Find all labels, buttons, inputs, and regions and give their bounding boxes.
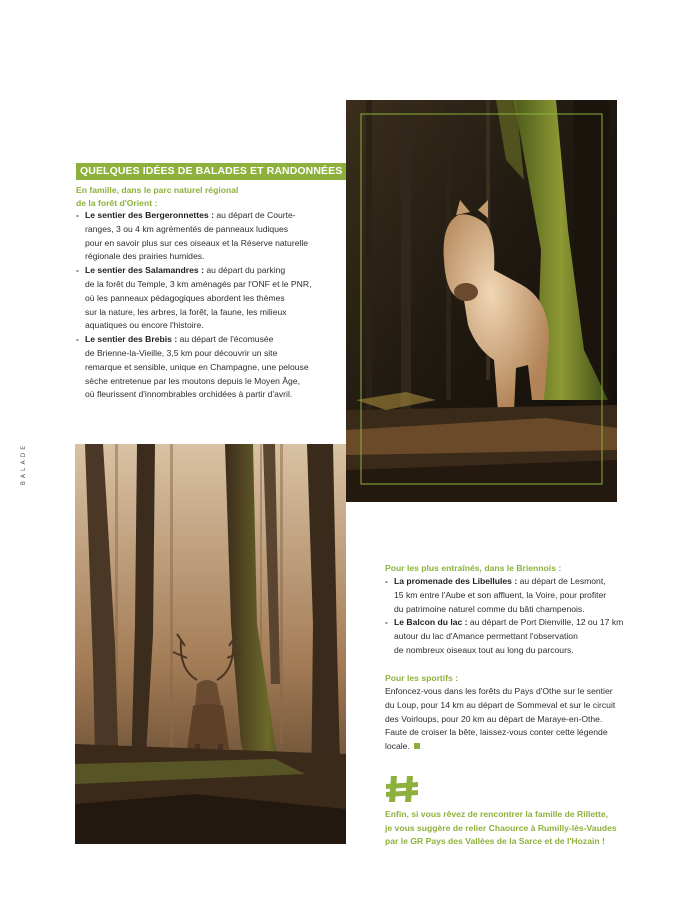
paragraph-line: des Voirloups, pour 20 km au départ de Maraye-en-Othe. (385, 713, 603, 724)
horse-photo (346, 100, 617, 502)
sporty-heading: Pour les sportifs : (385, 673, 459, 683)
closing-line: je vous suggère de relier Chaource à Rumilly-lès-Vaudes (385, 822, 617, 833)
item-name: Le sentier des Salamandres : (85, 265, 204, 276)
list-item (385, 575, 623, 616)
family-heading-line: de la forêt d'Orient : (76, 197, 158, 208)
paragraph-line: locale. (385, 741, 410, 752)
item-text: de nombreux oiseaux tout au long du parcours. (394, 644, 574, 655)
item-text: où les panneaux pédagogiques abordent les thèmes (85, 292, 285, 303)
item-text: ranges, 3 ou 4 km agrémentés de panneaux ludiques (85, 223, 289, 234)
list-item (76, 333, 311, 402)
item-text: au départ de l'écomusée (177, 334, 274, 345)
trained-section (385, 562, 623, 658)
item-text: pour en savoir plus sur ces oiseaux et la Réserve naturelle (85, 237, 309, 248)
closing-text (385, 808, 617, 849)
family-heading (76, 184, 238, 209)
item-text: autour du lac d'Amance permettant l'observation (394, 631, 578, 642)
sporty-section (385, 672, 615, 754)
list-item (76, 264, 311, 333)
item-name: Le sentier des Brebis : (85, 334, 178, 345)
item-text: régionale des prairies humides. (85, 251, 205, 262)
list-item (76, 209, 311, 264)
paragraph-line: du Loup, pour 14 km au départ de Sommeval et sur le circuit (385, 699, 616, 710)
item-name: Le sentier des Bergeronnettes : (85, 210, 214, 220)
paragraph-line: Enfoncez-vous dans les forêts du Pays d'Othe sur le sentier (385, 686, 613, 696)
trained-heading: Pour les plus entraînés, dans le Briennois : (385, 563, 562, 573)
item-name: La promenade des Libellules : (394, 576, 518, 586)
item-text: au départ de Port Dienville, 12 ou 17 km (467, 617, 624, 628)
end-square-icon (414, 743, 420, 749)
item-text: remarque et sensible, unique en Champagne, une pelouse (85, 361, 309, 372)
family-list (76, 209, 311, 402)
item-text: au départ du parking (203, 265, 286, 276)
item-text: où fleurissent d'innombrables orchidées à partir d'avril. (85, 389, 293, 400)
item-text: sur la nature, les arbres, la forêt, la faune, les milieux (85, 306, 287, 317)
paragraph-line: Faute de croiser la bête, laissez-vous conter cette légende (385, 727, 608, 738)
item-text: au départ de Courte- (213, 210, 296, 220)
item-text: sèche entretenue par les moutons depuis le Moyen Âge, (85, 375, 300, 386)
closing-line: par le GR Pays des Vallées de la Sarce et de l'Hozain ! (385, 836, 605, 847)
item-text: 15 km entre l'Aube et son affluent, la Voire, pour profiter (394, 589, 607, 600)
section-title: QUELQUES IDÉES DE BALADES ET RANDONNÉES (76, 163, 346, 180)
item-text: de la forêt du Temple, 3 km aménagés par l'ONF et le PNR, (85, 278, 312, 289)
side-label: BALADE (20, 443, 27, 486)
h-logo-icon (385, 774, 419, 804)
item-text: au départ de Lesmont, (517, 576, 606, 586)
deer-photo (75, 444, 346, 844)
item-text: de Brienne-la-Vieille, 3,5 km pour découvrir un site (85, 347, 278, 358)
closing-line: Enfin, si vous rêvez de rencontrer la famille de Rillette, (385, 809, 609, 819)
list-item (385, 616, 623, 657)
family-heading-line: En famille, dans le parc naturel régional (76, 185, 239, 195)
item-text: aquatiques ou encore l'histoire. (85, 320, 204, 331)
item-name: Le Balcon du lac : (394, 617, 468, 628)
item-text: du patrimoine naturel comme du bâti champenois. (394, 603, 585, 614)
